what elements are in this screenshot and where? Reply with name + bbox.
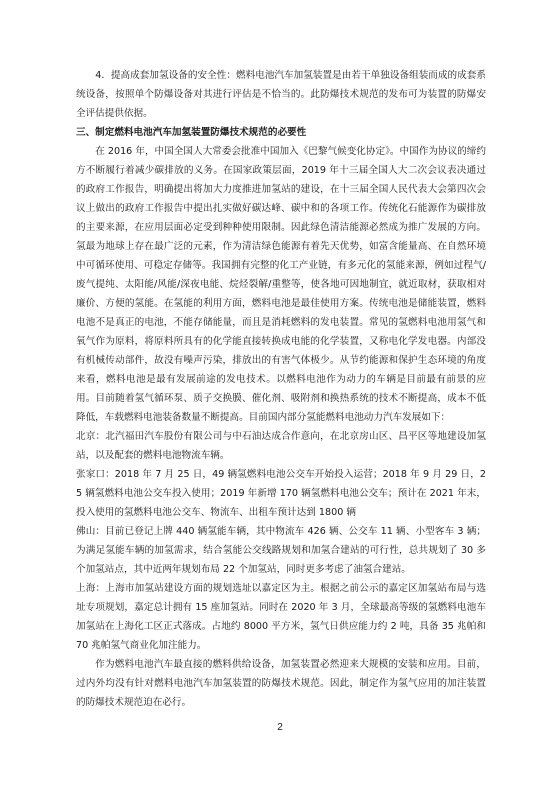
- document-body: [76, 66, 486, 712]
- paragraph-shanghai: 上海：上海市加氢站建设方面的规划选址以嘉定区为主。根据之前公示的嘉定区加氢站布局与选址专项规划，嘉定总计拥有 15 座加氢站。同时在 2020 年 3 月，全球最高等级的氢燃料电池车加氢站在上海化工区正式落成。占地约 8000 平方米，氢气日供应能力约 2 吨，具备 35 兆帕和 70 兆帕氢气商业化加注能力。: [76, 583, 486, 651]
- section-heading: 三、制定燃料电池汽车加氢装置防爆技术规范的必要性: [76, 127, 307, 138]
- paragraph-beijing: 北京：北汽福田汽车股份有限公司与中石油达成合作意向，在北京房山区、昌平区等地建设加氢站，以及配套的燃料电池物流车辆。: [76, 431, 486, 461]
- paragraph-background: 在 2016 年，中国全国人大常委会批准中国加入《巴黎气候变化协定》。中国作为协议的缔约方不断履行着减少碳排放的义务。在国家政策层面，2019 年十三届全国人大二次会议表决通过的政府工作报告，明确提出将加大力度推进加氢站的建设，在十三届全国人民代表大会第四次会议上做出的政府工作报告中提出扎实做好碳达峰、碳中和的各项工作。传统化石能源作为碳排放的主要来源，在应用层面必定受到种种使用限制。因此绿色清洁能源必然成为推广发展的方向。氢最为地球上存在最广泛的元素，作为清洁绿色能源有着先天优势，如富含能量高、在自然环境中可循环使用、可稳定存储等。我国拥有完整的化工产业链，有多元化的氢能来源，例如过程气/废气提纯、太阳能/风能/深夜电能、烷烃裂解/重整等，使各地可因地制宜，就近取材，获取相对廉价、方便的氢能。在氢能的利用方面，燃料电池是最佳使用方案。传统电池是储能装置，燃料电池不是真正的电池，不能存储能量，而且是消耗燃料的发电装置。常见的氢燃料电池用氢气和氧气作为原料，将原料所具有的化学能直接转换成电能的化学装置，又称电化学发电器。内部没有机械传动部件，故没有噪声污染，排放出的有害气体极少。从节约能源和保护生态环境的角度来看，燃料电池是最有发展前途的发电技术。以燃料电池作为动力的车辆是目前最有前景的应用。目前随着氢气循环泵、质子交换膜、催化剂、吸附剂和换热系统的技术不断提高，成本不低降低，车载燃料电池装备数量不断提高。目前国内部分氢能燃料电池动力汽车发展如下：: [76, 146, 486, 423]
- paragraph-zhangjiakou: 张家口：2018 年 7 月 25 日，49 辆氢燃料电池公交车开始投入运营；2018 年 9 月 29 日，25 辆氢燃料电池公交车投入使用；2019 年新增 170 辆氢燃料电池公交车；预计在 2021 年末，投入使用的氢燃料电池公交车、物流车、出租车预计达到 1800 辆: [76, 469, 486, 518]
- paragraph-conclusion: 作为燃料电池汽车最直接的燃料供给设备，加氢装置必然迎来大规模的安装和应用。目前，过内外均没有针对燃料电池汽车加氢装置的防爆技术规范。因此，制定作为氢气应用的加注装置的防爆技术规范迫在必行。: [76, 659, 486, 708]
- page-number: 2: [277, 722, 283, 733]
- paragraph-foshan: 佛山：目前已登记上牌 440 辆氢能车辆，其中物流车 426 辆、公交车 11 辆、小型客车 3 辆；为满足氢能车辆的加氢需求，结合氢能公交线路规划和加氢合建站的可行性，总共规划了 30 多个加氢站点，其中近两年规划布局 22 个加氢站，同时更多考虑了油氢合建站。: [76, 526, 486, 575]
- paragraph-safety: 4．提高成套加氢设备的安全性：燃料电池汽车加氢装置是由若干单独设备组装而成的成套系统设备，按照单个防爆设备对其进行评估是不恰当的。此防爆技术规范的发布可为装置的防爆安全评估提供依据。: [76, 70, 486, 119]
